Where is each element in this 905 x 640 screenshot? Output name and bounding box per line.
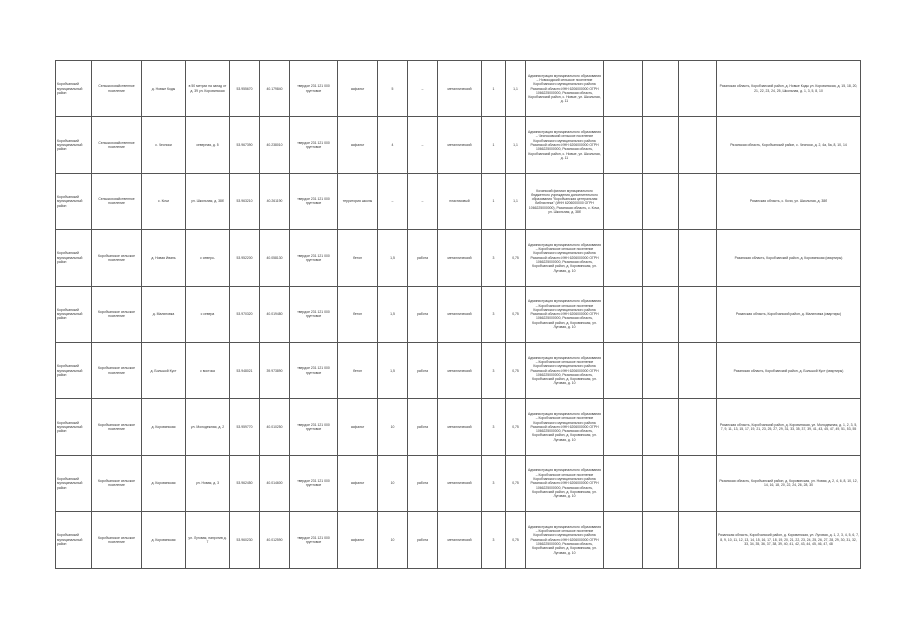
material-cell: металлический — [438, 399, 482, 455]
empty-cell — [679, 230, 717, 286]
address-cell: в 50 метрах на запад от д. 39 ул. Коровинская — [186, 61, 230, 117]
registry-body — [56, 61, 861, 569]
owner-cell: Администрация муниципального образования – Коробчанское сельское поселение Коробчанского муниципального района Рязанской области ИНН 6206000000 ОГРН 1066225000000, Рязанская область, Коробчанский район, д. Коровинская, ул. Луговая, д. 10 — [526, 230, 604, 286]
count-cell: – — [408, 117, 438, 173]
surface-cell: территория школы — [338, 173, 378, 229]
empty-cell — [604, 61, 643, 117]
empty-cell — [643, 512, 679, 568]
latitude-cell: 53.970320 — [230, 286, 260, 342]
sources-cell: Рязанская область, Коробчанский район, д. Малиновка (квартиры) — [717, 286, 861, 342]
settlement-cell: д. Коровинская — [142, 399, 186, 455]
settlement-type-cell: Сельскохозяйственное поселение — [92, 61, 142, 117]
empty-cell — [604, 455, 643, 511]
count-cell: – — [408, 173, 438, 229]
sources-cell: Рязанская область, Коробчанский район, д. Новые Коды ул. Коровинская, д. 15, 18, 20, 21, 22, 23, 24, 25, Школьная, д. 1, 3, 5, 8, 10 — [717, 61, 861, 117]
owner-cell: Администрация муниципального образования – Новокодский сельское поселение Коробчанского муниципального района Рязанской области ИНН 6206000000 ОГРН 1066225000000, Рязанская область, Коробчанский район, с. Новые, ул. Школьная, д. 11 — [526, 61, 604, 117]
address-cell: ул. Новая, д. 3 — [186, 455, 230, 511]
settlement-type-cell: Коробчанское сельское поселение — [92, 286, 142, 342]
address-cell: с севера — [186, 286, 230, 342]
coverage-cell: твердое 231 121 000 грунтовое — [290, 455, 338, 511]
empty-cell — [679, 61, 717, 117]
district-cell: Коробчанский муниципальный район — [56, 342, 92, 398]
empty-cell — [604, 512, 643, 568]
settlement-cell: д. Новые Коды — [142, 61, 186, 117]
coverage-cell: твердое 231 121 000 грунтовое — [290, 117, 338, 173]
settlement-type-cell: Коробчанское сельское поселение — [92, 342, 142, 398]
area-cell: 4 — [378, 117, 408, 173]
containers-cell: 1 — [482, 117, 506, 173]
containers-cell: 3 — [482, 455, 506, 511]
settlement-cell: д. Большой Куст — [142, 342, 186, 398]
material-cell: металлический — [438, 61, 482, 117]
area-cell: 10 — [378, 399, 408, 455]
volume-cell: 1,1 — [506, 61, 526, 117]
latitude-cell: 53.952200 — [230, 230, 260, 286]
settlement-type-cell: Сельскохозяйственное поселение — [92, 117, 142, 173]
settlement-cell: д. Новая Ивань — [142, 230, 186, 286]
coverage-cell: твердое 231 121 000 грунтовое — [290, 512, 338, 568]
area-cell: 10 — [378, 512, 408, 568]
area-cell: 1,5 — [378, 286, 408, 342]
owner-cell: Администрация муниципального образования – Коробчанское сельское поселение Коробчанского муниципального района Рязанской области ИНН 6206000000 ОГРН 1066225000000, Рязанская область, Коробчанский район, д. Коровинская, ул. Луговая, д. 10 — [526, 342, 604, 398]
latitude-cell: 53.962450 — [230, 455, 260, 511]
longitude-cell: 40.019480 — [260, 286, 290, 342]
owner-cell: Администрация муниципального образования – Коробчанское сельское поселение Коробчанского муниципального района Рязанской области ИНН 6206000000 ОГРН 1066225000000, Рязанская область, Коробчанский район, д. Коровинская, ул. Луговая, д. 10 — [526, 399, 604, 455]
empty-cell — [643, 230, 679, 286]
coverage-cell: твердое 231 121 000 грунтовое — [290, 173, 338, 229]
settlement-type-cell: Сельскохозяйственное поселение — [92, 173, 142, 229]
surface-cell: бетон — [338, 286, 378, 342]
coverage-cell: твердое 231 121 000 грунтовое — [290, 286, 338, 342]
empty-cell — [604, 399, 643, 455]
owner-cell: Администрация муниципального образования – Коробчанское сельское поселение Коробчанского муниципального района Рязанской области ИНН 6206000000 ОГРН 1066225000000, Рязанская область, Коробчанский район, д. Коровинская, ул. Луговая, д. 10 — [526, 286, 604, 342]
surface-cell: бетон — [338, 342, 378, 398]
empty-cell — [604, 230, 643, 286]
settlement-cell: с. Кочи — [142, 173, 186, 229]
empty-cell — [643, 286, 679, 342]
area-cell: 1,5 — [378, 342, 408, 398]
settlement-cell: д. Малиновка — [142, 286, 186, 342]
table-row — [56, 342, 861, 398]
count-cell: работа — [408, 286, 438, 342]
table-row — [56, 61, 861, 117]
area-cell: 10 — [378, 455, 408, 511]
table-row — [56, 230, 861, 286]
latitude-cell: 53.967390 — [230, 117, 260, 173]
surface-cell: асфальт — [338, 512, 378, 568]
sources-cell: Рязанская область, Коробчанский район, д. Коровинская, ул. Молодежная, д. 1, 2, 3, 5, 7, 9, 11, 13, 15, 17, 19, 21, 23, 25, 27, 29, 31, 33, 35, 37, 39, 41, 43, 45, 47, 49, 51, 53, 55 — [717, 399, 861, 455]
table-row — [56, 286, 861, 342]
volume-cell: 0,75 — [506, 342, 526, 398]
longitude-cell: 39.973890 — [260, 342, 290, 398]
empty-cell — [679, 173, 717, 229]
owner-cell: Кочинский филиал муниципального бюджетного учреждения дополнительного образования "Коробчанская центральная библиотека" (ИНН 6206000000 ОГРН 1066225000000), Рязанская область, с. Кочи, ул. Школьная, д. 38б — [526, 173, 604, 229]
count-cell: работа — [408, 455, 438, 511]
sources-cell: Рязанская область, Коробчанский район, д. Коровинская, ул. Новая, д. 2, 4, 6, 8, 10, 12, 14, 16, 18, 20, 22, 24, 26, 28, 30 — [717, 455, 861, 511]
district-cell: Коробчанский муниципальный район — [56, 173, 92, 229]
owner-cell: Администрация муниципального образования – Коробчанское сельское поселение Коробчанского муниципального района Рязанской области ИНН 6206000000 ОГРН 1066225000000, Рязанская область, Коробчанский район, д. Коровинская, ул. Луговая, д. 10 — [526, 512, 604, 568]
longitude-cell: 40.014600 — [260, 455, 290, 511]
settlement-cell: с. Чесноки — [142, 117, 186, 173]
empty-cell — [679, 512, 717, 568]
longitude-cell: 40.058130 — [260, 230, 290, 286]
sources-cell: Рязанская область, Коробчанский район, д. Коровинская, ул. Луговая, д. 1, 2, 3, 4, 5, 6, 7, 8, 9, 10, 11, 12, 13, 14, 15, 16, 17, 18, 19, 20, 21, 22, 23, 24, 25, 26, 27, 28, 29, 30, 31, 32, 33, 34, 35, 36, 37, 38, 39, 40, 41, 42, 43, 44, 45, 46, 47, 48 — [717, 512, 861, 568]
sources-cell: Рязанская область, Коробчанский район, с. Чесноки, д. 2, 4а, 5а, 8, 10, 14 — [717, 117, 861, 173]
settlement-type-cell: Коробчанское сельское поселение — [92, 399, 142, 455]
containers-cell: 3 — [482, 512, 506, 568]
settlement-type-cell: Коробчанское сельское поселение — [92, 512, 142, 568]
empty-cell — [604, 342, 643, 398]
longitude-cell: 40.012590 — [260, 512, 290, 568]
district-cell: Коробчанский муниципальный район — [56, 455, 92, 511]
material-cell: пластиковый — [438, 173, 482, 229]
settlement-type-cell: Коробчанское сельское поселение — [92, 455, 142, 511]
empty-cell — [643, 61, 679, 117]
owner-cell: Администрация муниципального образования – Коробчанское сельское поселение Коробчанского муниципального района Рязанской области ИНН 6206000000 ОГРН 1066225000000, Рязанская область, Коробчанский район, д. Коровинская, ул. Луговая, д. 10 — [526, 455, 604, 511]
surface-cell: асфальт — [338, 61, 378, 117]
area-cell: 1,5 — [378, 230, 408, 286]
containers-cell: 3 — [482, 230, 506, 286]
district-cell: Коробчанский муниципальный район — [56, 512, 92, 568]
material-cell: металлический — [438, 455, 482, 511]
area-cell: – — [378, 173, 408, 229]
address-cell: северная, д. 5 — [186, 117, 230, 173]
empty-cell — [679, 455, 717, 511]
district-cell: Коробчанский муниципальный район — [56, 61, 92, 117]
surface-cell: асфальт — [338, 455, 378, 511]
empty-cell — [643, 455, 679, 511]
volume-cell: 0,75 — [506, 230, 526, 286]
settlement-cell: д. Коровинская — [142, 512, 186, 568]
district-cell: Коробчанский муниципальный район — [56, 399, 92, 455]
latitude-cell: 53.960230 — [230, 512, 260, 568]
empty-cell — [643, 117, 679, 173]
count-cell: – — [408, 61, 438, 117]
longitude-cell: 40.238010 — [260, 117, 290, 173]
empty-cell — [604, 173, 643, 229]
latitude-cell: 53.955670 — [230, 61, 260, 117]
volume-cell: 0,75 — [506, 399, 526, 455]
count-cell: работа — [408, 342, 438, 398]
address-cell: ул. Школьная, д. 38б — [186, 173, 230, 229]
empty-cell — [643, 342, 679, 398]
settlement-type-cell: Коробчанское сельское поселение — [92, 230, 142, 286]
longitude-cell: 40.179840 — [260, 61, 290, 117]
table-row — [56, 399, 861, 455]
address-cell: ул. Молодежная, д. 2 — [186, 399, 230, 455]
empty-cell — [679, 342, 717, 398]
address-cell: с востока — [186, 342, 230, 398]
containers-cell: 1 — [482, 61, 506, 117]
address-cell: с северо- — [186, 230, 230, 286]
longitude-cell: 40.010250 — [260, 399, 290, 455]
area-cell: 5 — [378, 61, 408, 117]
table-row — [56, 117, 861, 173]
count-cell: работа — [408, 512, 438, 568]
empty-cell — [679, 286, 717, 342]
volume-cell: 0,75 — [506, 286, 526, 342]
district-cell: Коробчанский муниципальный район — [56, 230, 92, 286]
longitude-cell: 40.261190 — [260, 173, 290, 229]
settlement-cell: д. Коровинская — [142, 455, 186, 511]
table-row — [56, 512, 861, 568]
district-cell: Коробчанский муниципальный район — [56, 286, 92, 342]
empty-cell — [643, 173, 679, 229]
material-cell: металлический — [438, 286, 482, 342]
coverage-cell: твердое 231 121 000 грунтовое — [290, 230, 338, 286]
count-cell: работа — [408, 230, 438, 286]
surface-cell: асфальт — [338, 399, 378, 455]
material-cell: металлический — [438, 512, 482, 568]
owner-cell: Администрация муниципального образования – Чесноковский сельское поселение Коробчанского муниципального района Рязанской области ИНН 6206000000 ОГРН 1066225000000, Рязанская область, Коробчанский район, с. Новые, ул. Школьная, д. 11 — [526, 117, 604, 173]
volume-cell: 0,75 — [506, 512, 526, 568]
coverage-cell: твердое 231 121 000 грунтовое — [290, 61, 338, 117]
volume-cell: 1,1 — [506, 117, 526, 173]
table-row — [56, 173, 861, 229]
containers-cell: 1 — [482, 173, 506, 229]
sources-cell: Рязанская область, с. Кочи, ул. Школьная, д. 38б — [717, 173, 861, 229]
address-cell: ул. Луговая, напротив д. 7 — [186, 512, 230, 568]
material-cell: металлический — [438, 230, 482, 286]
district-cell: Коробчанский муниципальный район — [56, 117, 92, 173]
empty-cell — [679, 399, 717, 455]
containers-cell: 3 — [482, 399, 506, 455]
surface-cell: асфальт — [338, 117, 378, 173]
material-cell: металлический — [438, 117, 482, 173]
registry-table — [55, 60, 861, 569]
coverage-cell: твердое 231 121 000 грунтовое — [290, 399, 338, 455]
empty-cell — [643, 399, 679, 455]
table-row — [56, 455, 861, 511]
coverage-cell: твердое 231 121 000 грунтовое — [290, 342, 338, 398]
volume-cell: 0,75 — [506, 455, 526, 511]
sources-cell: Рязанская область, Коробчанский район, д. Коровинская (квартиры) — [717, 230, 861, 286]
count-cell: работа — [408, 399, 438, 455]
latitude-cell: 53.963210 — [230, 173, 260, 229]
empty-cell — [604, 286, 643, 342]
sources-cell: Рязанская область, Коробчанский район, д. Большой Куст (квартиры) — [717, 342, 861, 398]
latitude-cell: 53.948021 — [230, 342, 260, 398]
surface-cell: бетон — [338, 230, 378, 286]
material-cell: металлический — [438, 342, 482, 398]
volume-cell: 1,1 — [506, 173, 526, 229]
empty-cell — [604, 117, 643, 173]
containers-cell: 3 — [482, 342, 506, 398]
latitude-cell: 53.959770 — [230, 399, 260, 455]
containers-cell: 3 — [482, 286, 506, 342]
empty-cell — [679, 117, 717, 173]
